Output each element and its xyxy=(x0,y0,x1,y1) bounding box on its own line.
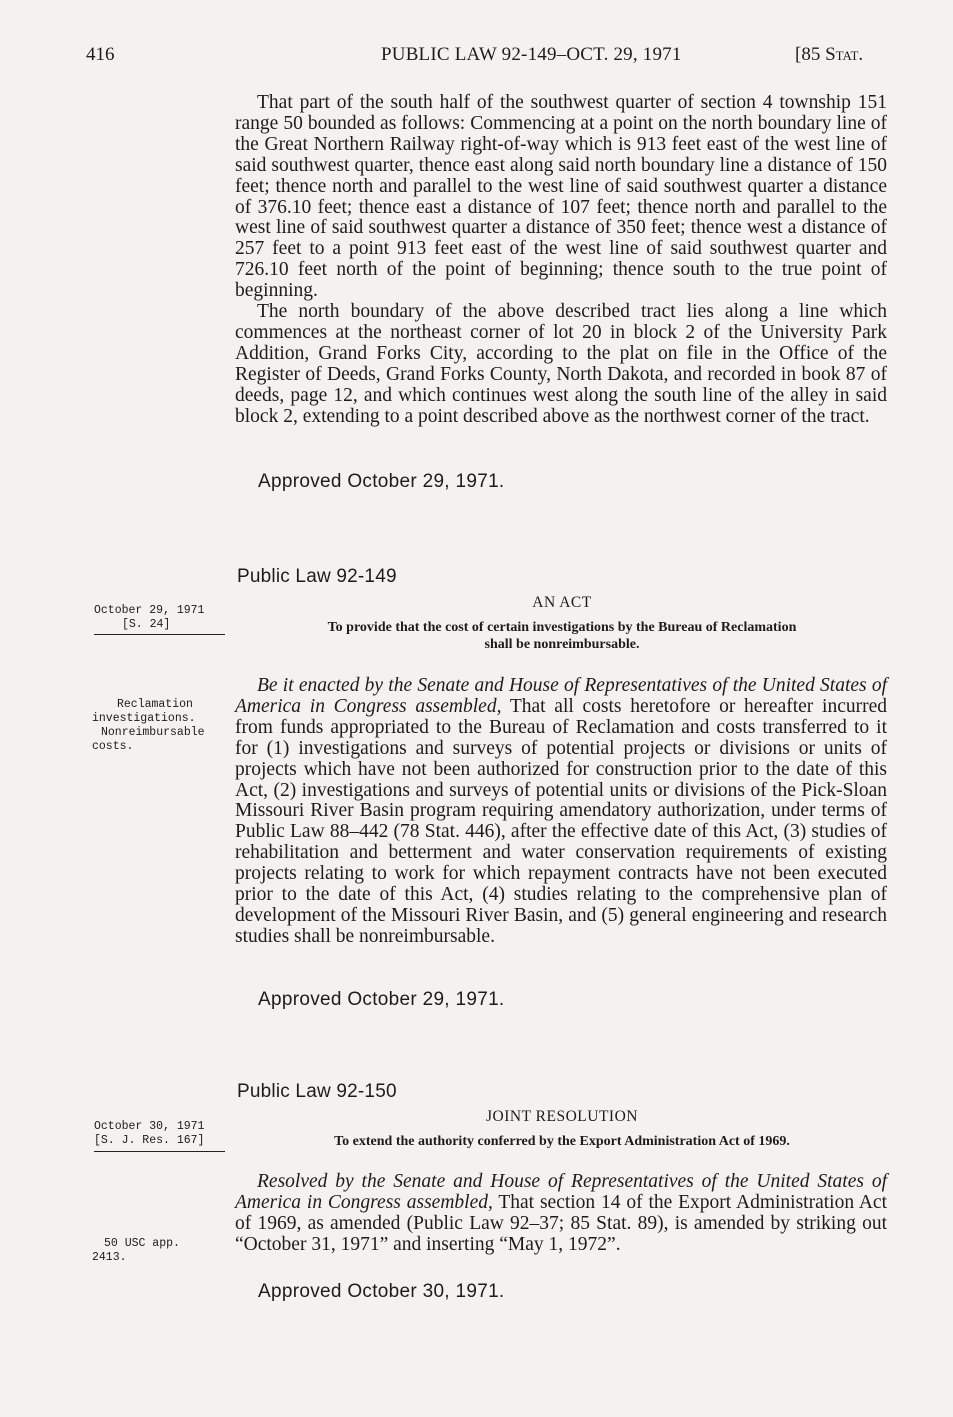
act-149-approval: Approved October 29, 1971. xyxy=(258,989,505,1010)
previous-law-text xyxy=(235,93,887,428)
previous-law-approval: Approved October 29, 1971. xyxy=(258,471,505,492)
joint-resolution-heading: JOINT RESOLUTION xyxy=(486,1108,638,1125)
margin-bill-150: [S. J. Res. 167] xyxy=(94,1134,205,1147)
resolving-clause: Resolved by the Senate and House of Representatives of the United States of America in Congress assembled, xyxy=(235,1171,887,1213)
margin-rule-150 xyxy=(94,1151,225,1152)
page-number: 416 xyxy=(86,44,115,65)
public-law-149-number: Public Law 92-149 xyxy=(237,566,397,587)
margin-rule-149 xyxy=(94,634,225,635)
act-purpose-line-1: To provide that the cost of certain investigations by the Bureau of Reclamation xyxy=(327,620,797,635)
act-149-text: That all costs heretofore or hereafter incurred from funds appropriated to the Bureau of Reclamation and costs transferred to it for (1) investigations and surveys of potential projects or divisions or units of projects which have not been authorized for construction prior to the date of this Act, (2) investigations and surveys of potential units or divisions of the Pick-Sloan Missouri River Basin program requiring amendatory authorization, under terms of Public Law 88–442 (78 Stat. 446), after the effective date of this Act, (3) studies of rehabilitation and betterment and water conservation requirements of existing projects relating to work for which repayment contracts have not been executed prior to the date of this Act, (4) studies relating to the comprehensive plan of development of the Missouri River Basin, and (5) general engineering and research studies shall be nonreimbursable. xyxy=(235,695,887,947)
running-header-title: PUBLIC LAW 92-149–OCT. 29, 1971 xyxy=(381,44,682,65)
margin-usc-section: 2413. xyxy=(92,1251,127,1264)
margin-topic-2: investigations. xyxy=(92,712,196,725)
act-purpose-line-2: shall be nonreimbursable. xyxy=(484,637,640,652)
margin-bill-149: [S. 24] xyxy=(122,618,171,631)
resolution-purpose: To extend the authority conferred by the Export Administration Act of 1969. xyxy=(334,1134,790,1149)
margin-topic-1: Reclamation xyxy=(117,698,193,711)
margin-date-149: October 29, 1971 xyxy=(94,604,205,617)
margin-topic-3: Nonreimbursable xyxy=(101,726,205,739)
public-law-150-number: Public Law 92-150 xyxy=(237,1081,397,1102)
land-description-paragraph: That part of the south half of the southwest quarter of section 4 township 151 range 50 bounded as follows: Commencing at a point on the north boundary line of the Great Northern Railway right-of-way which is 913 feet east of the west line of said southwest quarter, thence east along said north boundary line a distance of 150 feet; thence north and parallel to the west line of said southwest quarter a distance of 376.10 feet; thence east a distance of 107 feet; thence north and parallel to the west line of said southwest quarter a distance of 350 feet; thence west a distance of 257 feet to a point 913 feet east of the west line of said southwest quarter and 726.10 feet north of the point of beginning; thence south to the true point of beginning. xyxy=(235,92,887,302)
act-149-body xyxy=(235,676,887,948)
resolution-text: That section 14 of the Export Administration Act of 1969, as amended (Public Law 92–37; 85 Stat. 89), is amended by striking out “October 31, 1971” and inserting “May 1, 1972”. xyxy=(235,1191,888,1255)
margin-usc-reference: 50 USC app. xyxy=(104,1237,180,1250)
boundary-description-paragraph: The north boundary of the above described tract lies along a line which commences at the northeast corner of lot 20 in block 2 of the University Park Addition, Grand Forks City, according to the plat on file in the Office of the Register of Deeds, Grand Forks County, North Dakota, and recorded in book 87 of deeds, page 12, and which continues west along the south line of the alley in said block 2, extending to a point described above as the northwest corner of the tract. xyxy=(235,301,887,427)
margin-date-150: October 30, 1971 xyxy=(94,1120,205,1133)
resolution-approval: Approved October 30, 1971. xyxy=(258,1281,505,1302)
act-type-heading: AN ACT xyxy=(532,594,592,611)
enacting-clause: Be it enacted by the Senate and House of Representatives of the United States of America in Congress assembled, xyxy=(235,675,887,717)
resolution-body xyxy=(235,1172,887,1256)
statutes-citation: [85 Stat. xyxy=(795,44,864,65)
margin-topic-4: costs. xyxy=(92,740,134,753)
